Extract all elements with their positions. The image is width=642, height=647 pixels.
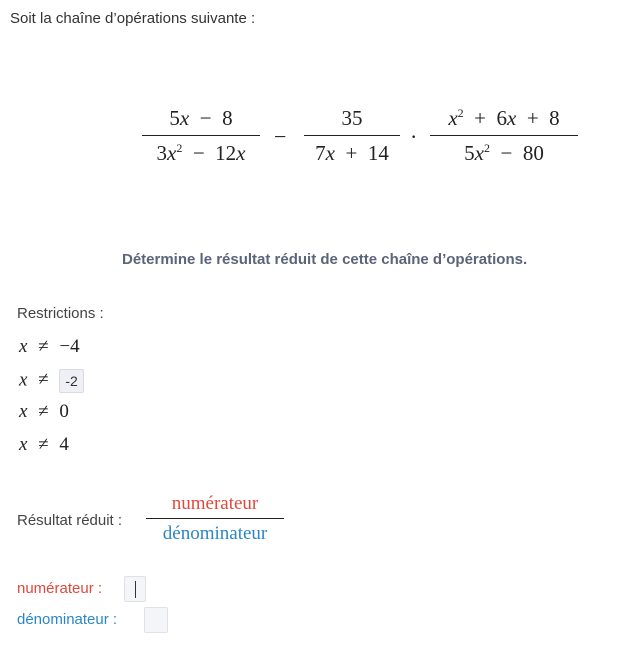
restrictions-label: Restrictions : — [17, 305, 104, 322]
not-equal-sign: ≠ — [38, 434, 49, 455]
fraction-bar — [430, 135, 578, 136]
fraction-1-denominator — [142, 141, 260, 166]
var-x: x — [167, 141, 177, 166]
var-x: x — [179, 106, 190, 130]
var-x: x — [236, 141, 246, 166]
var-x: x — [19, 401, 28, 422]
not-equal-sign: ≠ — [38, 369, 49, 391]
constant: 8 — [222, 106, 233, 130]
constant: 14 — [367, 141, 389, 166]
restriction-row — [19, 434, 69, 456]
result-label: Résultat réduit : — [17, 512, 123, 529]
coef: 5 — [169, 106, 180, 130]
exponent: 2 — [176, 141, 183, 156]
var-x: x — [474, 141, 484, 166]
var-x: x — [448, 106, 458, 130]
restriction-value: −4 — [59, 336, 80, 357]
var-x: x — [325, 141, 335, 166]
denominator-input[interactable] — [144, 607, 168, 633]
fraction-bar — [142, 135, 260, 136]
minus-operator: − — [274, 124, 287, 149]
coef: 3 — [156, 141, 167, 166]
operator: + — [526, 106, 539, 130]
numerator-label: numérateur : — [17, 580, 103, 597]
var-x: x — [19, 369, 28, 391]
fraction-2 — [304, 106, 400, 166]
operator: − — [500, 141, 513, 166]
multiply-operator: · — [410, 124, 418, 149]
result-fraction — [146, 493, 284, 545]
result-numerator-word: numérateur — [171, 493, 259, 514]
var-x: x — [507, 106, 517, 130]
exponent: 2 — [483, 141, 490, 156]
numerator-input[interactable] — [124, 576, 146, 602]
restriction-value: 0 — [59, 401, 69, 422]
text-caret — [135, 581, 136, 598]
coef: 6 — [496, 106, 507, 130]
operator: + — [474, 106, 486, 130]
coef: 7 — [315, 141, 326, 166]
constant: 80 — [522, 141, 544, 166]
operator: + — [345, 141, 358, 166]
result-denominator-word: dénominateur — [162, 523, 268, 545]
fraction-1 — [142, 106, 260, 166]
exponent: 2 — [457, 106, 464, 120]
instruction-text: Détermine le résultat réduit de cette chaîne d’opérations. — [122, 251, 528, 268]
denominator-label: dénominateur : — [17, 611, 118, 628]
fraction-1-numerator — [142, 106, 260, 131]
restriction-row — [19, 336, 80, 358]
coef: 12 — [215, 141, 237, 166]
fraction-3-denominator — [430, 141, 578, 166]
coef: 5 — [464, 141, 475, 166]
intro-text: Soit la chaîne d’opérations suivante : — [10, 10, 256, 27]
not-equal-sign: ≠ — [38, 336, 49, 357]
restriction-row — [19, 369, 84, 393]
var-x: x — [19, 434, 28, 455]
fraction-bar — [304, 135, 400, 136]
fraction-3-numerator — [430, 106, 578, 131]
constant: 8 — [549, 106, 560, 130]
fraction-bar — [146, 518, 284, 519]
var-x: x — [19, 336, 28, 357]
operator: − — [199, 106, 212, 130]
operator: − — [192, 141, 205, 166]
fraction-3 — [430, 106, 578, 166]
restriction-answer-box[interactable]: -2 — [59, 369, 83, 393]
fraction-2-denominator — [304, 141, 400, 166]
fraction-2-numerator: 35 — [341, 106, 363, 130]
restriction-row — [19, 401, 69, 423]
restriction-value: 4 — [59, 434, 69, 455]
not-equal-sign: ≠ — [38, 401, 49, 422]
